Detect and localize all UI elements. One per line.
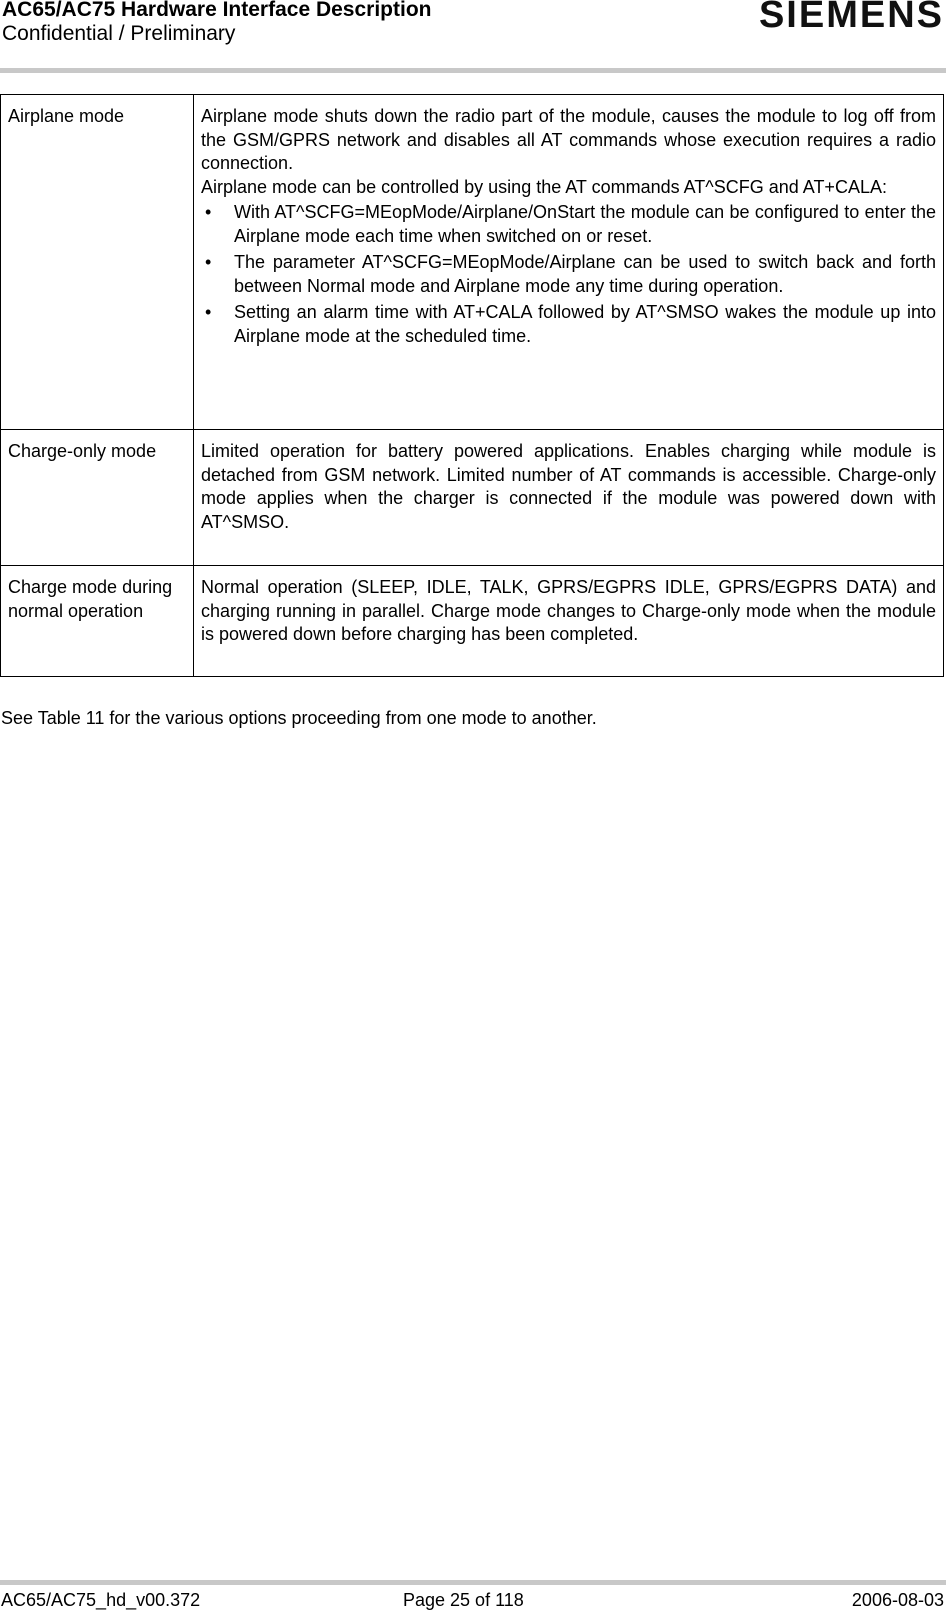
- list-item: • With AT^SCFG=MEopMode/Airplane/OnStart the module can be configured to enter the Airplane mode each time when switched on or reset.: [201, 201, 936, 248]
- page-header: [0, 0, 946, 66]
- page-footer: [0, 1590, 946, 1618]
- body-note: See Table 11 for the various options proceeding from one mode to another.: [1, 708, 597, 728]
- mode-name-cell: Charge mode during normal operation: [1, 566, 194, 677]
- mode-description-cell: Limited operation for battery powered applications. Enables charging while module is detached from GSM network. Limited number of AT commands is accessible. Charge-only mode applies when the charger is connected if the module was powered down with AT^SMSO.: [194, 430, 944, 566]
- description-paragraph: Airplane mode shuts down the radio part of the module, causes the module to log off from the GSM/GPRS network and disables all AT commands whose execution requires a radio connection.: [201, 106, 936, 173]
- mode-description-cell: Normal operation (SLEEP, IDLE, TALK, GPRS/EGPRS IDLE, GPRS/EGPRS DATA) and charging running in parallel. Charge mode changes to Charge-only mode when the module is powered down before charging has been completed.: [194, 566, 944, 677]
- table-row: [1, 430, 944, 566]
- footer-doc-id: AC65/AC75_hd_v00.372: [1, 1590, 201, 1610]
- footer-divider: [0, 1580, 946, 1585]
- footer-date: 2006-08-03: [851, 1590, 944, 1610]
- mode-name-cell: Airplane mode: [1, 95, 194, 430]
- table-row: [1, 95, 944, 430]
- footer-page-number: Page 25 of 118: [403, 1590, 524, 1610]
- header-divider: [0, 68, 946, 73]
- table-row: [1, 566, 944, 677]
- mode-description-cell: [194, 95, 944, 430]
- bullet-list: [201, 201, 936, 348]
- operating-modes-table: [0, 94, 944, 677]
- list-item: • The parameter AT^SCFG=MEopMode/Airplane can be used to switch back and forth between Normal mode and Airplane mode any time during operation.: [201, 251, 936, 298]
- document-title: AC65/AC75 Hardware Interface Description: [2, 0, 432, 21]
- mode-name-cell: Charge-only mode: [1, 430, 194, 566]
- list-item: • Setting an alarm time with AT+CALA followed by AT^SMSO wakes the module up into Airplane mode at the scheduled time.: [201, 301, 936, 348]
- description-paragraph: Airplane mode can be controlled by using the AT commands AT^SCFG and AT+CALA:: [201, 176, 887, 197]
- document-subtitle: Confidential / Preliminary: [2, 22, 236, 45]
- siemens-logo: SIEMENS: [758, 0, 944, 36]
